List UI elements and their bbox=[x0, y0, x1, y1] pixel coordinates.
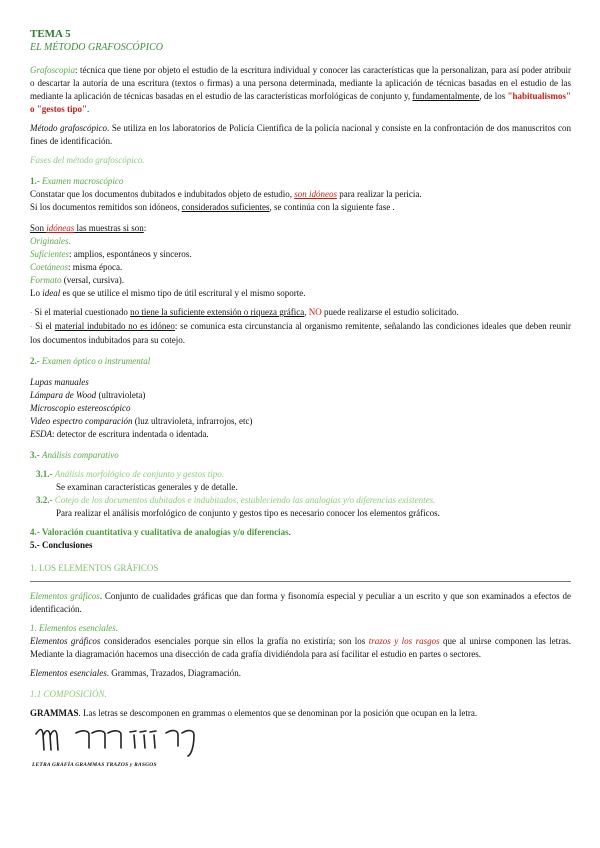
metodo-paragraph: Método grafoscópico. Se utiliza en los laboratorios de Policía Científica de la policía nacional y consiste en la confrontación de dos manuscritos con fines de identificación. bbox=[30, 123, 571, 146]
fase-1-heading: 1.- Examen macroscópico bbox=[30, 176, 124, 186]
composicion-heading: 1.1 COMPOSICIÓN. bbox=[30, 689, 107, 699]
fase-1-line-1: Constatar que los documentos dubitados e indubitados objeto de estudio, son idóneos para realizar la pericia. bbox=[30, 189, 422, 199]
fase-2-heading: 2.- Examen óptico o instrumental bbox=[30, 356, 151, 366]
wood-item: Lámpara de Wood (ultravioleta) bbox=[30, 390, 146, 400]
microscopio-item: Microscopio estereoscópico bbox=[30, 403, 131, 413]
method-title: EL MÉTODO GRAFOSCÓPICO bbox=[30, 42, 163, 53]
bullet-icon: · bbox=[30, 309, 33, 317]
gestos-tipo-highlight: "habitualismos" o "gestos tipo" bbox=[30, 91, 571, 114]
bullet-extension: · Si el material cuestionado no tiene la suficiente extensión o riqueza gráfica, NO puede realizarse el estudio solicitado. bbox=[30, 307, 459, 317]
letter-m-stroke bbox=[36, 730, 58, 751]
fase-3-2-desc: Para realizar el análisis morfológico de conjunto y gestos tipo es necesario conocer los elementos gráficos. bbox=[56, 508, 440, 518]
fase-3-1-desc: Se examinan características generales y de detalle. bbox=[56, 482, 238, 492]
fase-3-heading: 3.- Análisis comparativo bbox=[30, 450, 119, 460]
grafoscopia-term: Grafoscopia bbox=[30, 65, 75, 75]
handwriting-illustration bbox=[32, 724, 202, 762]
esenciales-paragraph: Elementos gráficos considerados esenciales porque sin ellos la grafía no existiría; son los trazos y los rasgos que al unirse componen las letras. Mediante la diagramación hacemos una disección de cada grafía dividiéndola para así facilitar el estudio en partes o sectores. bbox=[30, 636, 571, 659]
originales-item: Originales. bbox=[30, 236, 71, 246]
grammas-figure bbox=[32, 724, 571, 769]
lupas-item: Lupas manuales bbox=[30, 377, 89, 387]
esenciales-list: Elementos esenciales. Grammas, Trazados, Diagramación. bbox=[30, 668, 241, 678]
bullet-icon: · bbox=[30, 323, 33, 331]
section-divider bbox=[30, 581, 571, 582]
fases-heading: Fases del método grafoscópico. bbox=[30, 155, 145, 165]
ideal-line: Lo ideal es que se utilice el mismo tipo de útil escritural y el mismo soporte. bbox=[30, 288, 306, 298]
grafoscopia-paragraph: Grafoscopia: técnica que tiene por objeto el estudio de la escritura individual y conocer las características que la personalizan, para así poder atribuir o descartar la autoría de una escritura (textos o firmas) a una persona determinada, mediante la aplicación de técnicas basadas en el estudio de las mediante la aplicación de técnicas basadas en el estudio de las características morfológicas de conjunto y, fundamentalmente, de los "habitualismos" o "gestos tipo". bbox=[30, 65, 571, 114]
elementos-definition: Elementos gráficos. Conjunto de cualidades gráficas que dan forma y fisonomía especial y peculiar a un escrito y que son examinados a efectos de identificación. bbox=[30, 591, 571, 614]
grafia-stroke bbox=[76, 731, 121, 748]
video-item: Video espectro comparación (luz ultravioleta, infrarrojos, etc) bbox=[30, 416, 253, 426]
fase-4-heading: 4.- Valoración cuantitativa y cualitativa de analogías y/o diferencias. bbox=[30, 527, 291, 537]
suficientes-item: Suficientes: amplios, espontáneos y sinceros. bbox=[30, 249, 192, 259]
elementos-heading: 1. LOS ELEMENTOS GRÁFICOS bbox=[30, 563, 159, 573]
bullet-indubitado: · Si el material indubitado no es idóneo: se comunica esta circunstancia al organismo remitente, señalando las condiciones ideales que deben reunir los documentos indubitados para su cotejo. bbox=[30, 321, 571, 345]
esenciales-heading: 1. Elementos esenciales. bbox=[30, 623, 118, 633]
esda-item: ESDA: detector de escritura indentada o identada. bbox=[30, 429, 209, 439]
coetaneos-item: Coetáneos: misma época. bbox=[30, 262, 123, 272]
trazos-stroke bbox=[166, 731, 194, 756]
fase-3-2-heading: 3.2.- Cotejo de los documentos dubitados e indubitados, estableciendo las analogías y/o diferencias existentes. bbox=[36, 495, 436, 505]
fase-3-1-heading: 3.1.- Análisis morfológico de conjunto y gestos tipo. bbox=[36, 469, 224, 479]
fase-5-heading: 5.- Conclusiones bbox=[30, 540, 93, 550]
figure-caption: LETRA GRAFÍA GRAMMAS TRAZOS y RASGOS bbox=[32, 762, 157, 768]
idoneas-heading: Son idóneas las muestras si son: bbox=[30, 223, 147, 233]
tema-title: TEMA 5 bbox=[30, 28, 71, 40]
document-page bbox=[30, 28, 571, 769]
grammas-stroke bbox=[130, 731, 156, 748]
grammas-paragraph: GRAMMAS. Las letras se descomponen en grammas o elementos que se denominan por la posición que ocupan en la letra. bbox=[30, 708, 478, 718]
fase-1-line-2: Si los documentos remitidos son idóneos, considerados suficientes, se continúa con la siguiente fase . bbox=[30, 202, 395, 212]
formato-item: Formato (versal, cursiva). bbox=[30, 275, 124, 285]
